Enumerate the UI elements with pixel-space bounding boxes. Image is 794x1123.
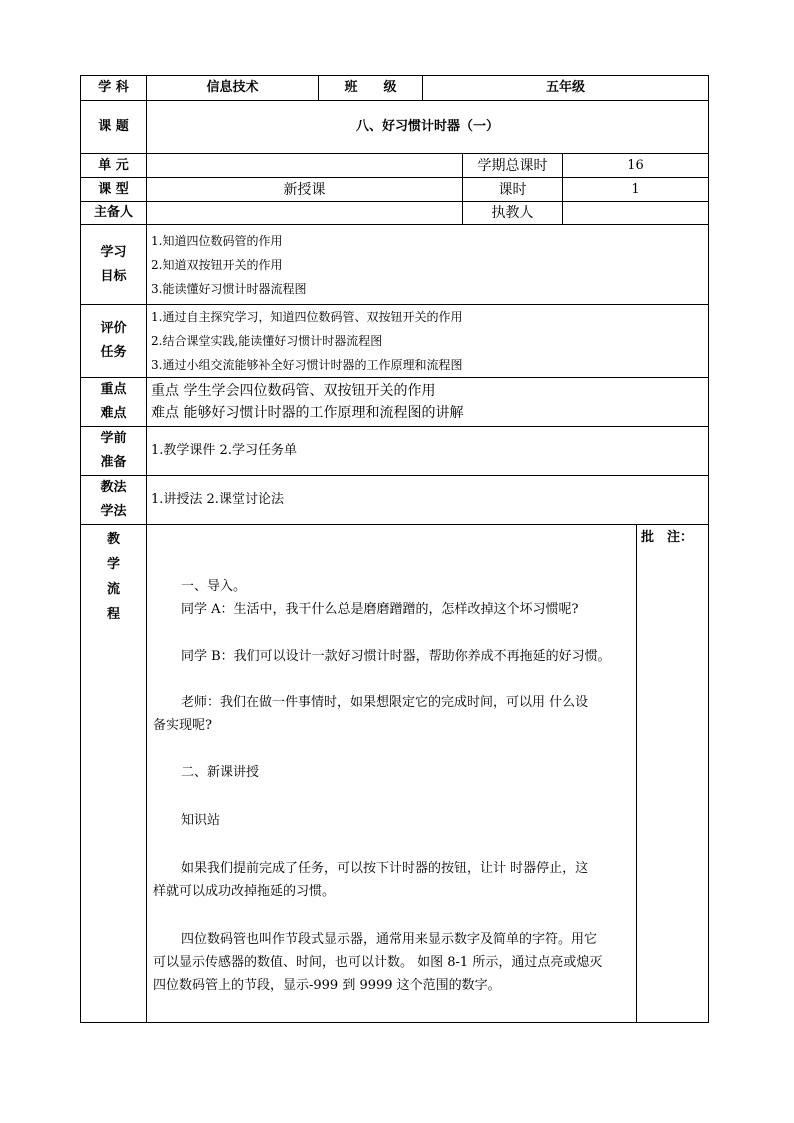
topic-label: 课 题 xyxy=(81,101,147,154)
annotation-column xyxy=(637,525,709,1023)
row-subject xyxy=(81,76,709,101)
process-label: 教 学 流 程 xyxy=(81,525,147,1023)
row-unit xyxy=(81,154,709,178)
process-paragraph: 四位数码管上的节段，显示-999 到 9999 这个范围的数字。 xyxy=(153,978,501,993)
evaluation-label: 评价 任务 xyxy=(81,305,147,378)
goals-list xyxy=(147,225,709,305)
hours-value: 1 xyxy=(563,178,709,202)
total-hours-label: 学期总课时 xyxy=(463,154,563,178)
topic-value: 八、好习惯计时器（一） xyxy=(147,101,709,154)
unit-value xyxy=(147,154,463,178)
teacher-value xyxy=(563,202,709,225)
teacher-label: 执教人 xyxy=(463,202,563,225)
evaluation-list xyxy=(147,305,709,378)
preparation-label: 学前 准备 xyxy=(81,427,147,476)
total-hours-value: 16 xyxy=(563,154,709,178)
process-paragraph: 样就可以成功改掉拖延的习惯。 xyxy=(153,884,336,899)
process-paragraph: 可以显示传感器的数值、时间，也可以计数。 如图 8-1 所示，通过点亮或熄灭 xyxy=(153,955,603,970)
evaluation-item: 3.通过小组交流能够补全好习惯计时器的工作原理和流程图 xyxy=(151,358,463,372)
goal-item: 1.知道四位数码管的作用 xyxy=(151,233,283,248)
evaluation-item: 2.结合课堂实践,能读懂好习惯计时器流程图 xyxy=(151,334,383,348)
process-paragraph: 如果我们提前完成了任务，可以按下计时器的按钮，让计 时器停止，这 xyxy=(181,861,589,876)
goal-item: 2.知道双按钮开关的作用 xyxy=(151,257,283,272)
type-value: 新授课 xyxy=(147,178,463,202)
row-evaluation xyxy=(81,305,709,378)
subject-value: 信息技术 xyxy=(147,76,319,101)
process-paragraph: 知识站 xyxy=(181,813,221,828)
row-topic xyxy=(81,101,709,154)
process-paragraph: 老师：我们在做一件事情时，如果想限定它的完成时间，可以用 什么设 xyxy=(181,695,589,710)
row-type xyxy=(81,178,709,202)
process-paragraph: 四位数码管也叫作节段式显示器，通常用来显示数字及简单的字符。用它 xyxy=(181,932,598,947)
subject-label: 学 科 xyxy=(81,76,147,101)
process-paragraph: 同学 B：我们可以设计一款好习惯计时器，帮助你养成不再拖延的好习惯。 xyxy=(181,649,611,664)
process-paragraph: 二、新课讲授 xyxy=(181,765,260,780)
evaluation-item: 1.通过自主探究学习，知道四位数码管、双按钮开关的作用 xyxy=(151,310,463,324)
lesson-plan-table xyxy=(80,75,709,1023)
row-goals xyxy=(81,225,709,305)
process-paragraph: 备实现呢? xyxy=(153,718,212,733)
class-label: 班 级 xyxy=(319,76,423,101)
row-process xyxy=(81,525,709,1023)
goal-item: 3.能读懂好习惯计时器流程图 xyxy=(151,281,307,296)
key-point-item: 难点 能够好习惯计时器的工作原理和流程图的讲解 xyxy=(151,405,464,421)
preparer-label: 主备人 xyxy=(81,202,147,225)
goals-label: 学习 目标 xyxy=(81,225,147,305)
row-methods xyxy=(81,476,709,525)
row-preparation xyxy=(81,427,709,476)
key-points-label: 重点 难点 xyxy=(81,378,147,427)
row-preparer xyxy=(81,202,709,225)
hours-label: 课时 xyxy=(463,178,563,202)
row-key-points xyxy=(81,378,709,427)
methods-label: 教法 学法 xyxy=(81,476,147,525)
class-value: 五年级 xyxy=(423,76,709,101)
methods-value: 1.讲授法 2.课堂讨论法 xyxy=(147,476,709,525)
key-point-item: 重点 学生学会四位数码管、双按钮开关的作用 xyxy=(151,383,436,399)
process-paragraph: 同学 A：生活中，我干什么总是磨磨蹭蹭的，怎样改掉这个坏习惯呢? xyxy=(181,602,579,617)
key-points-list xyxy=(147,378,709,427)
annotation-label: 批 注： xyxy=(641,530,694,545)
type-label: 课 型 xyxy=(81,178,147,202)
preparation-value: 1.教学课件 2.学习任务单 xyxy=(147,427,709,476)
process-paragraph: 一、导入。 xyxy=(181,579,247,594)
process-content xyxy=(147,525,637,1023)
unit-label: 单 元 xyxy=(81,154,147,178)
preparer-value xyxy=(147,202,463,225)
